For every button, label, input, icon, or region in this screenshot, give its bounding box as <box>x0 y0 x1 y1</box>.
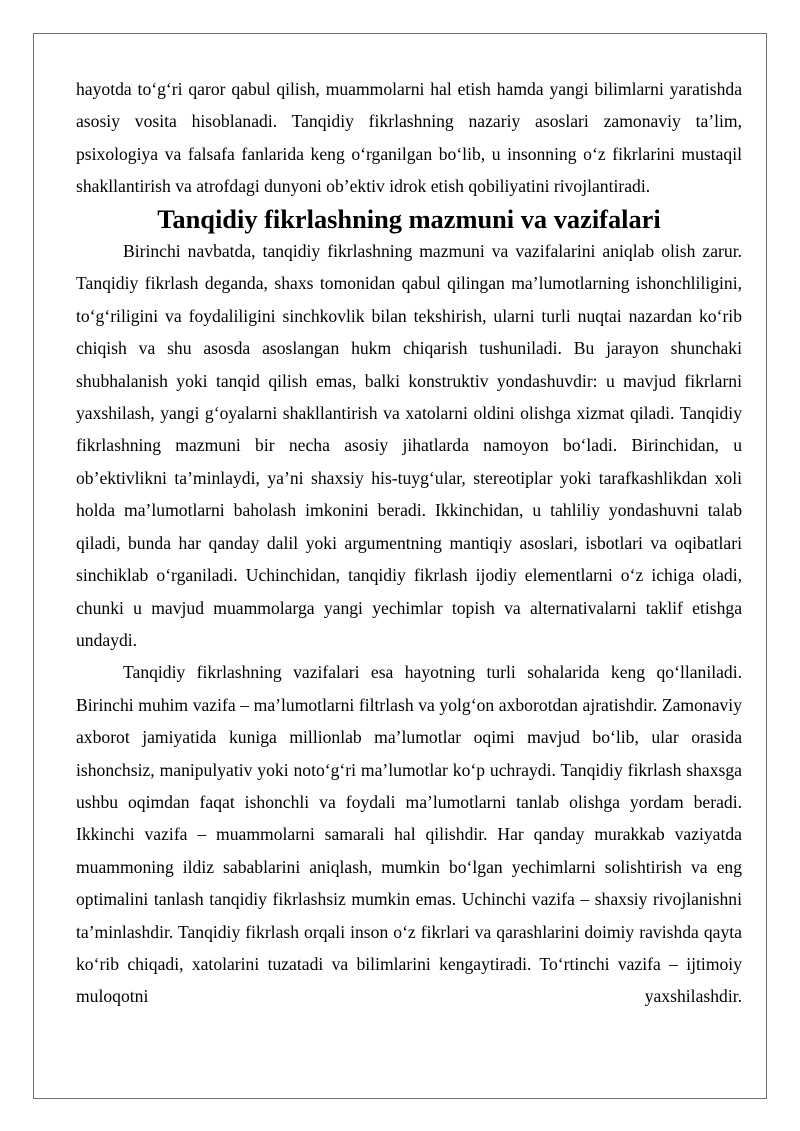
paragraph-content-meaning: Birinchi navbatda, tanqidiy fikrlashning mazmuni va vazifalarini aniqlab olish zarur. Tanqidiy fikrlash deganda, shaxs tomonidan qabul qilingan ma’lumotlarning ishonchliligini, to‘g‘riligini va foydaliligini sinchkovlik bilan tekshirish, ularni turli nuqtai nazardan ko‘rib chiqish va shu asosda asoslangan hukm chiqarish tushuniladi. Bu jarayon shunchaki shubhalanish yoki tanqid qilish emas, balki konstruktiv yondashuvdir: u mavjud fikrlarni yaxshilash, yangi g‘oyalarni shakllantirish va xatolarni oldini olishga xizmat qiladi. Tanqidiy fikrlashning mazmuni bir necha asosiy jihatlarda namoyon bo‘ladi. Birinchidan, u ob’ektivlikni ta’minlaydi, ya’ni shaxsiy his-tuyg‘ular, stereotiplar yoki tarafkashlikdan xoli holda ma’lumotlarni baholash imkonini beradi. Ikkinchidan, u tahliliy yondashuvni talab qiladi, bunda har qanday dalil yoki argumentning mantiqiy asoslari, isbotlari va oqibatlari sinchiklab o‘rganiladi. Uchinchidan, tanqidiy fikrlash ijodiy elementlarni o‘z ichiga oladi, chunki u mavjud muammolarga yangi yechimlar topish va alternativalarni taklif etishga undaydi. <box>76 241 742 650</box>
document-body <box>76 73 742 1013</box>
paragraph-intro-continuation: hayotda to‘g‘ri qaror qabul qilish, muammolarni hal etish hamda yangi bilimlarni yaratishda asosiy vosita hisoblanadi. Tanqidiy fikrlashning nazariy asoslari zamonaviy ta’lim, psixologiya va falsafa fanlarida keng o‘rganilgan bo‘lib, u insonning o‘z fikrlarini mustaqil shakllantirish va atrofdagi dunyoni ob’ektiv idrok etish qobiliyatini rivojlantiradi. <box>76 79 742 197</box>
paragraph-functions: Tanqidiy fikrlashning vazifalari esa hayotning turli sohalarida keng qo‘llaniladi. Birinchi muhim vazifa – ma’lumotlarni filtrlash va yolg‘on axborotdan ajratishdir. Zamonaviy axborot jamiyatida kuniga millionlab ma’lumotlar oqimi mavjud bo‘lib, ular orasida ishonchsiz, manipulyativ yoki noto‘g‘ri ma’lumotlar ko‘p uchraydi. Tanqidiy fikrlash shaxsga ushbu oqimdan faqat ishonchli va foydali ma’lumotlarni tanlab olishga yordam beradi. Ikkinchi vazifa – muammolarni samarali hal qilishdir. Har qanday murakkab vaziyatda muammoning ildiz sabablarini aniqlash, mumkin bo‘lgan yechimlarni solishtirish va eng optimalini tanlash tanqidiy fikrlashsiz mumkin emas. Uchinchi vazifa – shaxsiy rivojlanishni ta’minlashdir. Tanqidiy fikrlash orqali inson o‘z fikrlari va qarashlarini doimiy ravishda qayta ko‘rib chiqadi, xatolarini tuzatadi va bilimlarini kengaytiradi. To‘rtinchi vazifa – ijtimoiy muloqotni yaxshilashdir. <box>76 662 742 1007</box>
section-heading: Tanqidiy fikrlashning mazmuni va vazifalari <box>157 203 661 234</box>
